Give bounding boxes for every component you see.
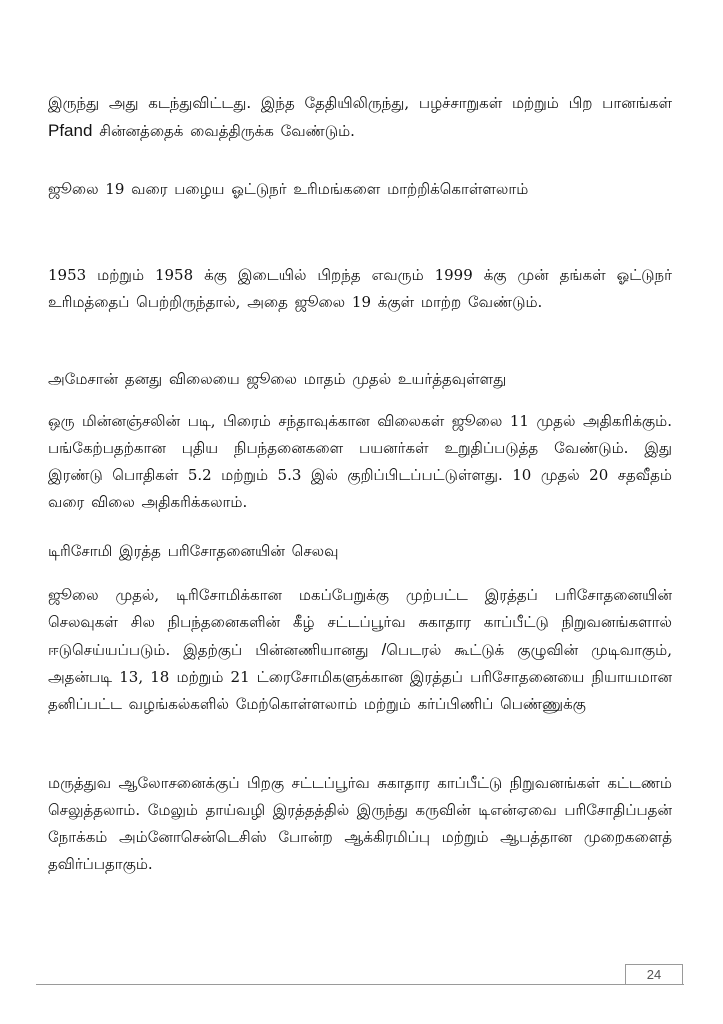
paragraph-pfand-text: இருந்து அது கடந்துவிட்டது. இந்த தேதியிலிருந்து, பழச்சாறுகள் மற்றும் பிற பானங்கள் [48, 94, 672, 112]
footer-rule [36, 984, 684, 985]
page-number: 24 [625, 964, 683, 984]
paragraph-trisomy-part1: ஜூலை முதல், டிரிசோமிக்கான மகப்பேறுக்கு முற்பட்ட இரத்தப் பரிசோதனையின் செலவுகள் சில நிபந்தனைகளின் கீழ் சட்டப்பூர்வ சுகாதார காப்பீட்டு நிறுவனங்களால் ஈடுசெய்யப்படும். இதற்குப் பின்னணியானது [48, 586, 672, 659]
paragraph-trisomy-part2: பெடரல் கூட்டுக் குழுவின் முடிவாகும், அதன்படி 13, 18 மற்றும் 21 ட்ரைசோமிகளுக்கான இரத்தப் பரிசோதனையை நியாயமான தனிப்பட்ட வழங்கல்களில் மேற்கொள்ளலாம் மற்றும் கர்ப்பிணிப் பெண்ணுக்கு [48, 641, 672, 713]
pfand-word: Pfand [48, 121, 93, 140]
paragraph-pfand [48, 90, 672, 145]
paragraph-driving-license: 1953 மற்றும் 1958 க்கு இடையில் பிறந்த எவரும் 1999 க்கு முன் தங்கள் ஓட்டுநர் உரிமத்தைப் பெற்றிருந்தால், அதை ஜூலை 19 க்குள் மாற்ற வேண்டும். [48, 266, 672, 311]
slash-mark: / [381, 640, 387, 659]
heading-amazon: அமேசான் தனது விலையை ஜூலை மாதம் முதல் உயர்த்தவுள்ளது [48, 370, 507, 388]
heading-trisomy: டிரிசோமி இரத்த பரிசோதனையின் செலவு [48, 542, 339, 560]
paragraph-pfand-tail: சின்னத்தைக் வைத்திருக்க வேண்டும். [99, 122, 355, 140]
heading-driving-license: ஜூலை 19 வரை பழைய ஓட்டுநர் உரிமங்களை மாற்றிக்கொள்ளலாம் [48, 180, 529, 198]
paragraph-amazon: ஒரு மின்னஞ்சலின் படி, பிரைம் சந்தாவுக்கான விலைகள் ஜூலை 11 முதல் அதிகரிக்கும். பங்கேற்பதற்கான புதிய நிபந்தனைகளை பயனர்கள் உறுதிப்படுத்த வேண்டும். இது இரண்டு பொதிகள் 5.2 மற்றும் 5.3 இல் குறிப்பிடப்பட்டுள்ளது. 10 முதல் 20 சதவீதம் வரை விலை அதிகரிக்கலாம். [48, 412, 672, 511]
paragraph-medical-consultation: மருத்துவ ஆலோசனைக்குப் பிறகு சட்டப்பூர்வ சுகாதார காப்பீட்டு நிறுவனங்கள் கட்டணம் செலுத்தலாம். மேலும் தாய்வழி இரத்தத்தில் இருந்து கருவின் டிஎன்ஏவை பரிசோதிப்பதன் நோக்கம் அம்னோசென்டெசிஸ் போன்ற ஆக்கிரமிப்பு மற்றும் ஆபத்தான முறைகளைத் தவிர்ப்பதாகும். [48, 774, 672, 873]
paragraph-trisomy [48, 582, 672, 718]
